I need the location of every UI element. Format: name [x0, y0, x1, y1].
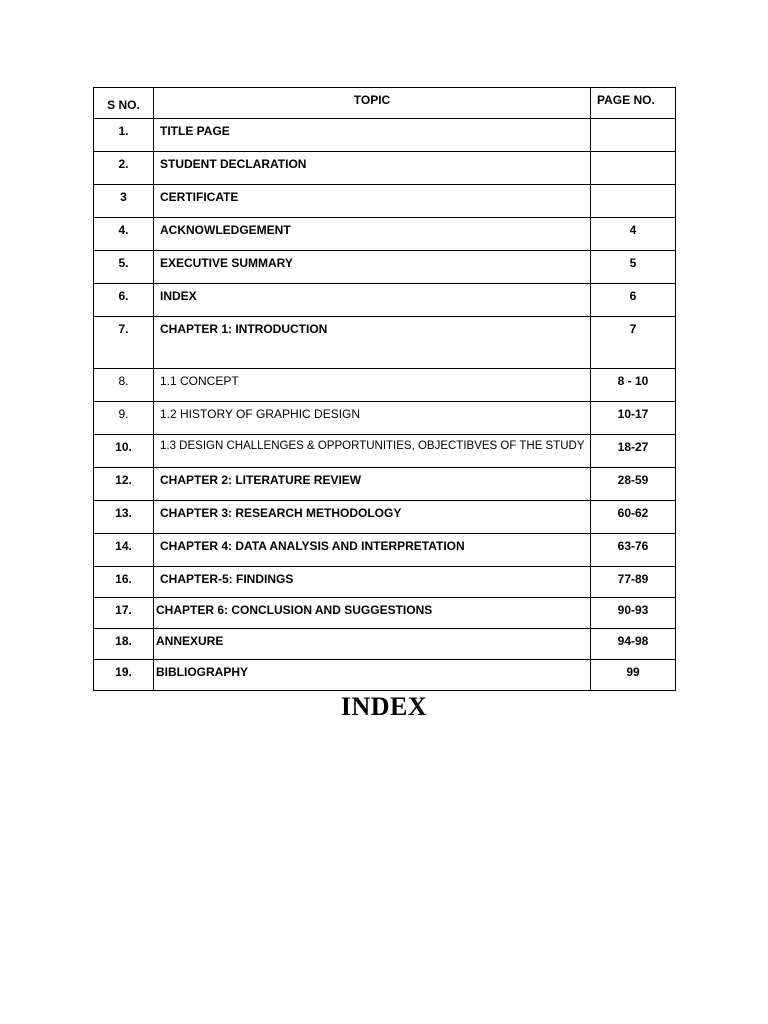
row-sno: 13.	[94, 501, 154, 534]
page-title: INDEX	[340, 692, 428, 721]
table-row	[94, 119, 676, 152]
row-topic: ACKNOWLEDGEMENT	[154, 218, 591, 251]
row-sno: 12.	[94, 468, 154, 501]
row-topic: 1.2 HISTORY OF GRAPHIC DESIGN	[154, 402, 591, 435]
row-page	[591, 152, 676, 185]
row-page: 8 - 10	[591, 369, 676, 402]
table-row	[94, 629, 676, 660]
row-page: 18-27	[591, 435, 676, 468]
table-row	[94, 185, 676, 218]
row-page: 63-76	[591, 534, 676, 567]
row-sno: 9.	[94, 402, 154, 435]
row-topic: EXECUTIVE SUMMARY	[154, 251, 591, 284]
row-topic: CHAPTER 4: DATA ANALYSIS AND INTERPRETATION	[154, 534, 591, 567]
row-page: 7	[591, 317, 676, 369]
row-topic: ANNEXURE	[154, 629, 591, 660]
table-row	[94, 402, 676, 435]
row-sno: 17.	[94, 598, 154, 629]
row-sno: 3	[94, 185, 154, 218]
row-page: 28-59	[591, 468, 676, 501]
row-sno: 19.	[94, 660, 154, 691]
table-row	[94, 369, 676, 402]
row-page	[591, 185, 676, 218]
row-topic: 1.3 DESIGN CHALLENGES & OPPORTUNITIES, OBJECTIBVES OF THE STUDY	[154, 435, 591, 468]
table-row	[94, 218, 676, 251]
row-sno: 14.	[94, 534, 154, 567]
row-sno: 7.	[94, 317, 154, 369]
row-sno: 18.	[94, 629, 154, 660]
header-page: PAGE NO.	[591, 88, 676, 119]
table-row	[94, 284, 676, 317]
table-row	[94, 598, 676, 629]
row-page: 10-17	[591, 402, 676, 435]
table-row	[94, 152, 676, 185]
row-page: 6	[591, 284, 676, 317]
row-topic: BIBLIOGRAPHY	[154, 660, 591, 691]
table-row	[94, 468, 676, 501]
row-topic: CERTIFICATE	[154, 185, 591, 218]
row-sno: 6.	[94, 284, 154, 317]
row-topic: CHAPTER 2: LITERATURE REVIEW	[154, 468, 591, 501]
row-topic: CHAPTER 6: CONCLUSION AND SUGGESTIONS	[154, 598, 591, 629]
row-sno: 10.	[94, 435, 154, 468]
table-header-row	[94, 88, 676, 119]
row-topic: CHAPTER 1: INTRODUCTION	[154, 317, 591, 369]
row-page: 90-93	[591, 598, 676, 629]
row-topic: 1.1 CONCEPT	[154, 369, 591, 402]
row-topic: CHAPTER 3: RESEARCH METHODOLOGY	[154, 501, 591, 534]
index-table	[93, 87, 676, 691]
row-page: 5	[591, 251, 676, 284]
row-topic: INDEX	[154, 284, 591, 317]
row-page: 77-89	[591, 567, 676, 598]
header-topic: TOPIC	[154, 88, 591, 119]
row-sno: 16.	[94, 567, 154, 598]
header-sno: S NO.	[94, 88, 154, 119]
table-row	[94, 567, 676, 598]
table-row	[94, 660, 676, 691]
table-row	[94, 501, 676, 534]
table-row	[94, 435, 676, 468]
table-row	[94, 317, 676, 369]
row-page: 99	[591, 660, 676, 691]
row-topic: STUDENT DECLARATION	[154, 152, 591, 185]
row-sno: 4.	[94, 218, 154, 251]
row-topic: TITLE PAGE	[154, 119, 591, 152]
row-page: 4	[591, 218, 676, 251]
row-page	[591, 119, 676, 152]
row-page: 94-98	[591, 629, 676, 660]
row-page: 60-62	[591, 501, 676, 534]
row-sno: 5.	[94, 251, 154, 284]
table-row	[94, 534, 676, 567]
table-row	[94, 251, 676, 284]
row-sno: 2.	[94, 152, 154, 185]
row-sno: 8.	[94, 369, 154, 402]
row-sno: 1.	[94, 119, 154, 152]
row-topic: CHAPTER-5: FINDINGS	[154, 567, 591, 598]
